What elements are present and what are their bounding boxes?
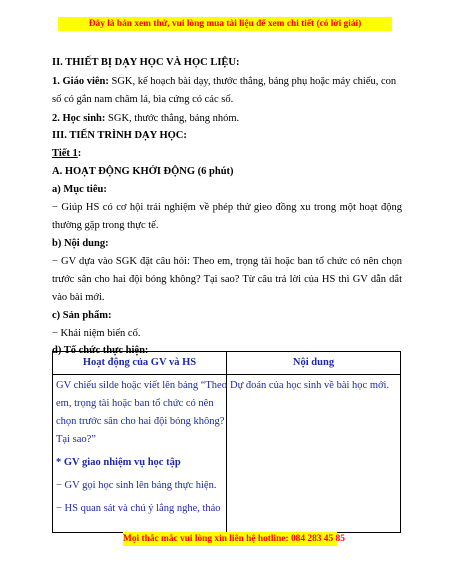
- student-label: 2. Học sinh:: [52, 113, 106, 124]
- teacher-label: 1. Giáo viên:: [52, 76, 109, 87]
- content-text-2: trước sân cho hai đội bóng không? Tại sao? Từ câu trả lời của HS thì GV dẫn dắt: [52, 274, 402, 285]
- teacher-line-2: số có gắn nam châm lá, bìa cứng có các số.: [52, 94, 234, 105]
- goal-text-2: thường gặp trong thực tế.: [52, 220, 159, 231]
- lesson-label-line: [52, 147, 81, 160]
- table-cell-activity: [53, 375, 227, 533]
- student-line: [52, 112, 239, 125]
- activity-line-1: GV chiếu silde hoặc viết lên bảng “Theo: [56, 380, 227, 391]
- product-label: c) Sản phẩm:: [52, 310, 112, 321]
- table-header-row: [53, 352, 401, 375]
- preview-notice-banner: Đây là bản xem thử, vui lòng mua tài liệu để xem chi tiết (có lời giải): [58, 17, 392, 31]
- goal-label: a) Mục tiêu:: [52, 184, 107, 195]
- organization-label: d) Tổ chức thực hiện:: [52, 345, 149, 356]
- table-row: [53, 375, 401, 533]
- teacher-text-1: SGK, kế hoạch bài dạy, thước thẳng, bảng phụ hoặc máy chiếu, con: [108, 76, 397, 87]
- content-cell-text: Dự đoán của học sinh về bài học mới.: [230, 380, 390, 391]
- activity-table: [52, 351, 401, 533]
- activity-line-3: chọn trước sân cho hai đội bóng không?: [56, 416, 225, 427]
- task-line-1: − GV gọi học sinh lên bảng thực hiện.: [56, 480, 217, 491]
- content-label: b) Nội dung:: [52, 238, 109, 249]
- teacher-line-1: [52, 75, 396, 88]
- section-heading-process: III. TIẾN TRÌNH DẠY HỌC:: [52, 130, 187, 141]
- table-header-activity: Hoạt động của GV và HS: [53, 352, 227, 375]
- hotline-footer-banner: Mọi thắc mắc vui lòng xin liên hệ hotline: 084 283 45 85: [123, 534, 345, 544]
- task-heading: * GV giao nhiệm vụ học tập: [56, 457, 181, 468]
- lesson-label: Tiết 1: [52, 148, 78, 159]
- activity-line-4: Tại sao?”: [56, 434, 96, 445]
- lesson-colon: :: [77, 148, 82, 159]
- table-header-content: Nội dung: [227, 352, 401, 375]
- student-text: SGK, thước thẳng, bảng nhóm.: [105, 113, 240, 124]
- content-text-1: − GV dựa vào SGK đặt câu hỏi: Theo em, trọng tài hoặc ban tổ chức có nên chọn: [52, 256, 402, 267]
- product-text: − Khái niệm biến cố.: [52, 328, 141, 339]
- goal-text-1: − Giúp HS có cơ hội trải nghiệm về phép thử gieo đồng xu trong một hoạt động: [52, 202, 402, 213]
- task-line-2: − HS quan sát và chú ý lắng nghe, thảo: [56, 503, 221, 514]
- activity-heading: A. HOẠT ĐỘNG KHỞI ĐỘNG (6 phút): [52, 166, 234, 177]
- table-cell-content: [227, 375, 401, 533]
- section-heading-equipment: II. THIẾT BỊ DẠY HỌC VÀ HỌC LIỆU:: [52, 57, 240, 68]
- activity-line-2: em, trọng tài hoặc ban tổ chức có nên: [56, 398, 214, 409]
- content-text-3: vào bài mới.: [52, 292, 105, 303]
